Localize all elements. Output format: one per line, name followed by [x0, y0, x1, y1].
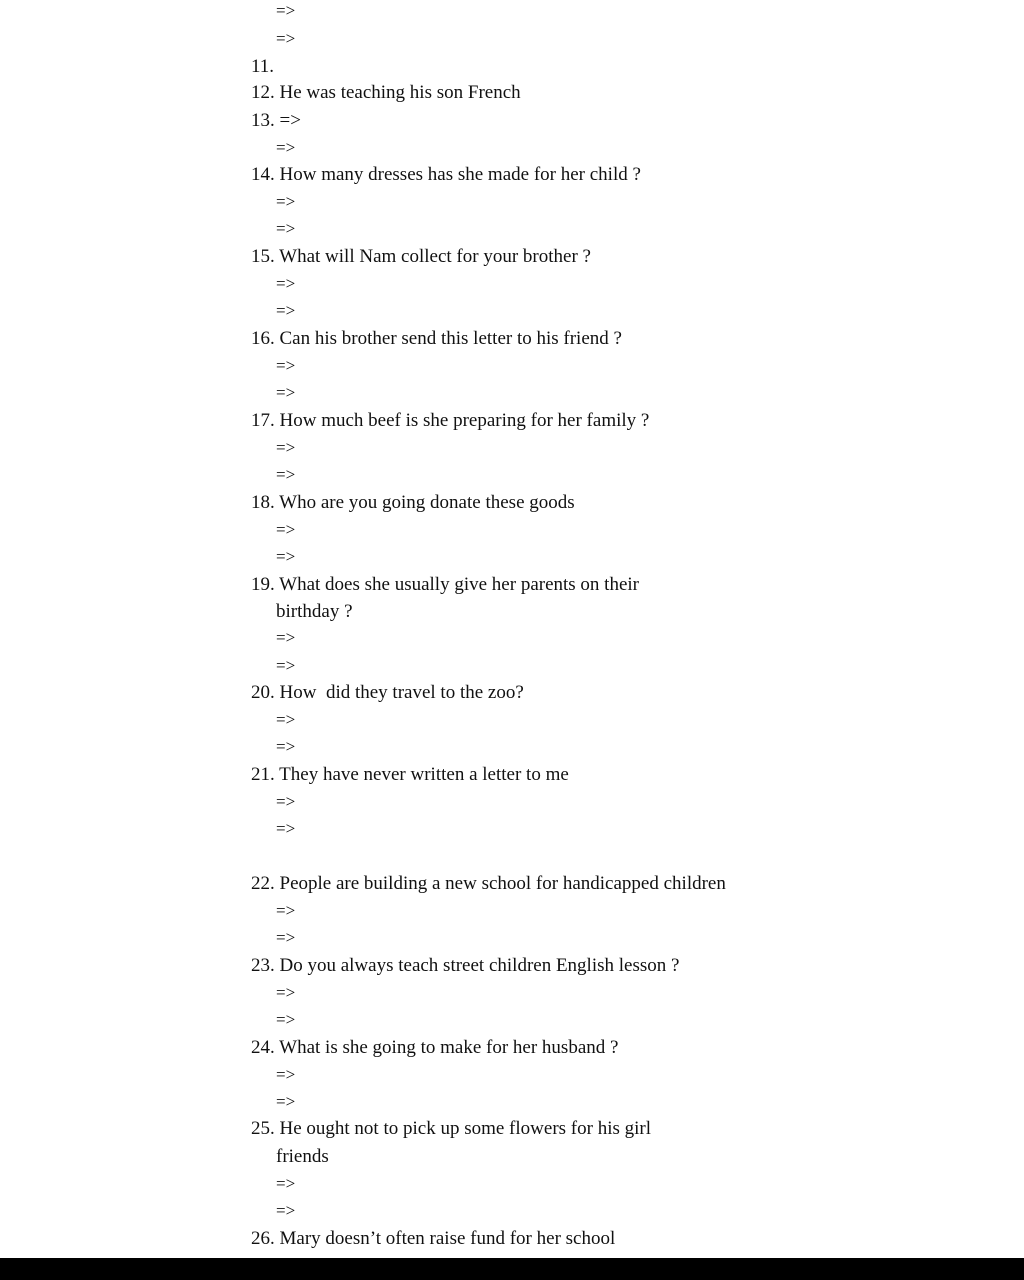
answer-arrow-line: =>: [276, 383, 296, 402]
answer-arrow-line: =>: [276, 1010, 296, 1029]
question-22: 22. People are building a new school for handicapped children: [251, 873, 726, 894]
question-19: 19. What does she usually give her parents on their: [251, 574, 639, 595]
answer-arrow-line: =>: [276, 1092, 296, 1111]
bottom-black-bar: [0, 1258, 1024, 1280]
answer-arrow-line: =>: [276, 901, 296, 920]
answer-arrow-line: =>: [276, 1174, 296, 1193]
answer-arrow-line: =>: [276, 819, 296, 838]
answer-arrow-line: =>: [276, 301, 296, 320]
answer-arrow-line: =>: [276, 192, 296, 211]
question-25-continued: friends: [276, 1146, 329, 1167]
question-11: 11.: [251, 56, 275, 77]
answer-arrow-line: =>: [276, 138, 296, 157]
question-13: 13. =>: [251, 110, 301, 131]
question-15: 15. What will Nam collect for your brother ?: [251, 246, 591, 267]
answer-arrow-line: =>: [276, 547, 296, 566]
question-18: 18. Who are you going donate these goods: [251, 492, 575, 513]
answer-arrow-line: =>: [276, 1201, 296, 1220]
answer-arrow-line: =>: [276, 438, 296, 457]
answer-arrow-line: =>: [276, 710, 296, 729]
question-20: 20. How did they travel to the zoo?: [251, 682, 524, 703]
answer-arrow-line: =>: [276, 792, 296, 811]
answer-arrow-line: =>: [276, 274, 296, 293]
answer-arrow-line: =>: [276, 29, 296, 48]
answer-arrow-line: =>: [276, 983, 296, 1002]
answer-arrow-line: =>: [276, 465, 296, 484]
answer-arrow-line: =>: [276, 219, 296, 238]
answer-arrow-line: =>: [276, 737, 296, 756]
question-12: 12. He was teaching his son French: [251, 82, 521, 103]
question-19-continued: birthday ?: [276, 601, 353, 622]
question-23: 23. Do you always teach street children English lesson ?: [251, 955, 680, 976]
question-14: 14. How many dresses has she made for her child ?: [251, 164, 641, 185]
answer-arrow-line: =>: [276, 520, 296, 539]
question-16: 16. Can his brother send this letter to his friend ?: [251, 328, 622, 349]
question-25: 25. He ought not to pick up some flowers for his girl: [251, 1118, 652, 1139]
question-17: 17. How much beef is she preparing for her family ?: [251, 410, 650, 431]
answer-arrow-line: =>: [276, 1, 296, 20]
answer-arrow-line: =>: [276, 628, 296, 647]
answer-arrow-line: =>: [276, 1065, 296, 1084]
question-21: 21. They have never written a letter to me: [251, 764, 569, 785]
question-26: 26. Mary doesn’t often raise fund for her school: [251, 1228, 616, 1249]
answer-arrow-line: =>: [276, 928, 296, 947]
answer-arrow-line: =>: [276, 656, 296, 675]
answer-arrow-line: =>: [276, 356, 296, 375]
question-24: 24. What is she going to make for her husband ?: [251, 1037, 619, 1058]
